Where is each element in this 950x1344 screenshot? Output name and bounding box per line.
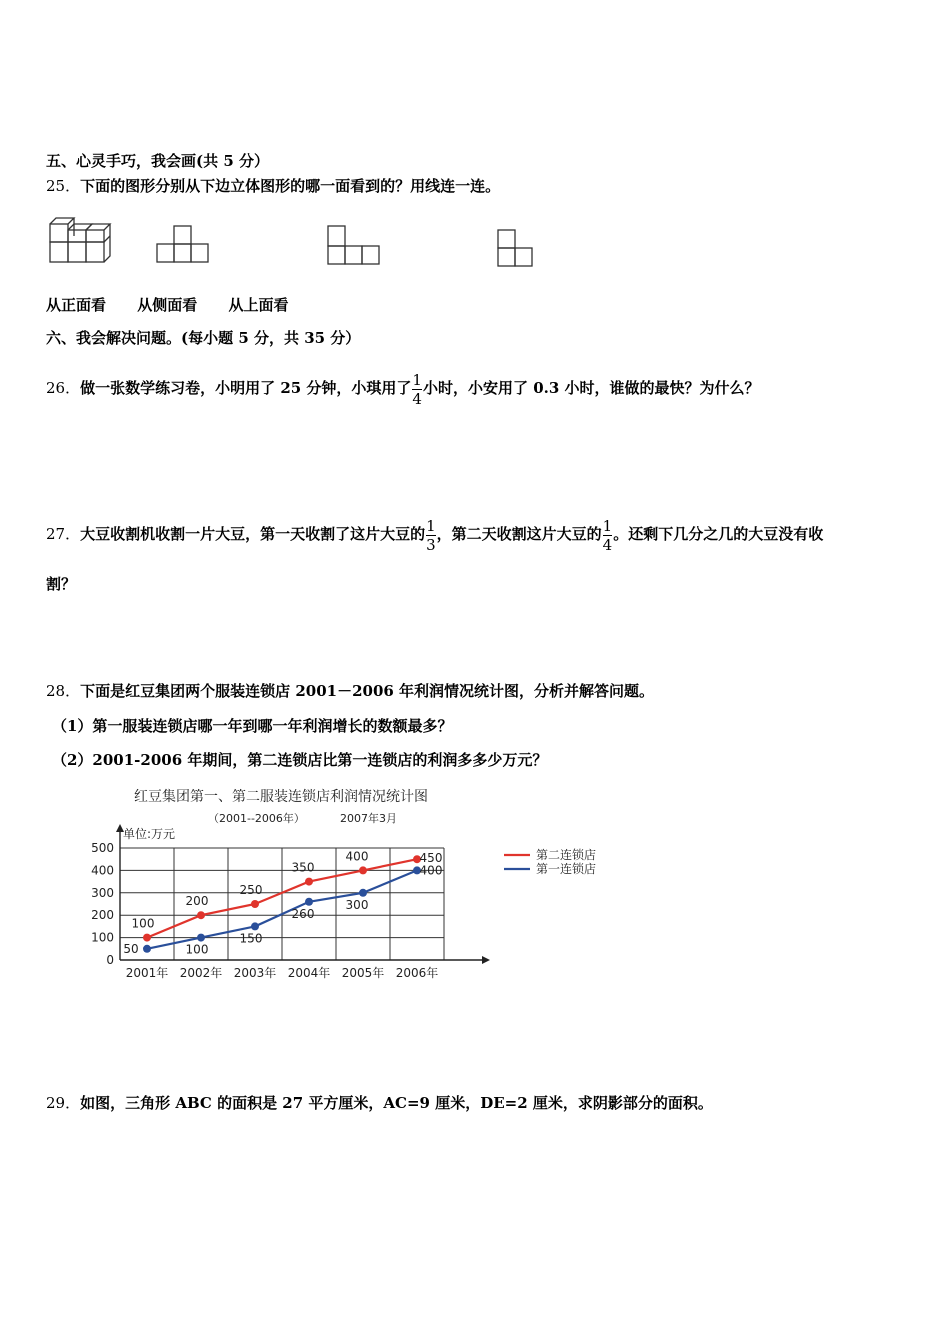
question-text-part1: 大豆收割机收割一片大豆，第一天收割了这片大豆的	[80, 525, 426, 543]
data-point	[251, 922, 259, 930]
data-point	[197, 911, 205, 919]
data-label: 200	[185, 894, 209, 909]
question-27-continuation: 割？	[46, 575, 77, 593]
view-shape-b	[328, 226, 379, 264]
data-point	[305, 898, 313, 906]
data-label: 150	[239, 931, 263, 946]
view-label-top: 从上面看	[228, 296, 289, 314]
question-number: 25．	[46, 177, 81, 195]
question-29	[46, 1093, 713, 1113]
fraction-denominator: 4	[602, 535, 613, 554]
fraction	[412, 371, 422, 408]
x-tick-label: 2001年	[125, 966, 169, 980]
view-label-front: 从正面看	[46, 296, 107, 314]
question-number: 26．	[46, 379, 81, 397]
question-25	[46, 176, 500, 196]
data-label: 50	[123, 941, 139, 956]
view-labels	[46, 294, 315, 315]
x-tick-label: 2005年	[341, 966, 385, 980]
data-label: 400	[345, 849, 369, 864]
chart-series	[123, 849, 442, 956]
question-28-sub2: （2）2001-2006 年期间，第二连锁店比第一连锁店的利润多多少万元？	[52, 751, 548, 769]
fraction-numerator: 1	[412, 370, 422, 389]
view-shape-c	[498, 230, 532, 266]
profit-line-chart	[86, 782, 626, 992]
question-28	[46, 681, 654, 701]
y-tick-label: 100	[91, 930, 114, 945]
data-point	[143, 945, 151, 953]
data-label: 450	[419, 851, 443, 866]
y-tick-labels	[91, 841, 114, 967]
x-axis-arrow	[482, 956, 490, 964]
fraction-denominator: 4	[412, 389, 422, 408]
data-point	[251, 900, 259, 908]
view-shape-a	[157, 226, 208, 262]
data-label: 100	[131, 916, 155, 931]
question-number: 28．	[46, 682, 81, 700]
fraction-one-quarter	[603, 517, 613, 554]
data-label: 400	[419, 863, 443, 878]
data-label: 250	[239, 883, 263, 897]
question-text-part2: 小时，小安用了 0.3 小时，谁做的最快？为什么？	[422, 379, 760, 397]
question-text: 下面的图形分别从下边立体图形的哪一面看到的？用线连一连。	[80, 177, 501, 195]
fraction-numerator: 1	[426, 516, 436, 535]
question-28-sub1: （1）第一服装连锁店哪一年到哪一年利润增长的数额最多？	[52, 717, 453, 735]
x-tick-label: 2006年	[395, 966, 439, 980]
chart-legend	[504, 847, 596, 876]
chart-subtitle-date: 2007年3月	[340, 812, 397, 825]
question-27	[46, 506, 823, 562]
legend-label: 第一连锁店	[536, 862, 597, 876]
question-text: 如图，三角形 ABC 的面积是 27 平方厘米，AC=9 厘米，DE=2 厘米，求阴影部分的面积。	[80, 1094, 713, 1112]
y-tick-label: 300	[91, 885, 114, 900]
x-tick-label: 2004年	[287, 966, 331, 980]
data-point	[197, 934, 205, 942]
data-point	[359, 889, 367, 897]
view-label-side: 从侧面看	[137, 296, 198, 314]
chart-title: 红豆集团第一、第二服装连锁店利润情况统计图	[134, 789, 428, 805]
cube-figures	[44, 210, 544, 274]
x-tick-label: 2002年	[179, 966, 223, 980]
chart-subtitle-range: （2001--2006年）	[208, 812, 305, 825]
question-text-part1: 做一张数学练习卷，小明用了 25 分钟，小琪用了	[80, 379, 412, 397]
question-text-part2: ，第二天收割这片大豆的	[436, 525, 602, 543]
section-six-heading: 六、我会解决问题。(每小题 5 分，共 35 分）	[46, 329, 361, 347]
question-text-part3: 。还剩下几分之几的大豆没有收	[613, 525, 824, 543]
question-text: 下面是红豆集团两个服装连锁店 2001－2006 年利润情况统计图，分析并解答问题。	[80, 682, 655, 700]
x-tick-label: 2003年	[233, 966, 277, 980]
y-tick-label: 400	[91, 863, 114, 878]
section-five-heading: 五、心灵手巧，我会画(共 5 分）	[46, 152, 269, 170]
data-point	[143, 934, 151, 942]
fraction-numerator: 1	[602, 516, 613, 535]
data-label: 260	[291, 906, 315, 921]
y-axis-label: 单位:万元	[123, 827, 176, 841]
data-label: 100	[185, 942, 209, 957]
solid-3d-figure	[50, 218, 110, 262]
data-point	[305, 878, 313, 886]
y-tick-label: 0	[106, 953, 114, 967]
data-point	[359, 866, 367, 874]
y-tick-label: 200	[91, 908, 114, 923]
x-tick-labels	[126, 965, 439, 980]
data-label: 350	[291, 860, 315, 875]
legend-label: 第二连锁店	[536, 848, 597, 862]
question-number: 29．	[46, 1094, 81, 1112]
data-label: 300	[345, 897, 369, 912]
fraction-denominator: 3	[426, 535, 436, 554]
fraction-one-third	[426, 517, 436, 554]
question-26	[46, 360, 760, 416]
question-number: 27．	[46, 525, 81, 543]
y-tick-label: 500	[91, 841, 114, 855]
